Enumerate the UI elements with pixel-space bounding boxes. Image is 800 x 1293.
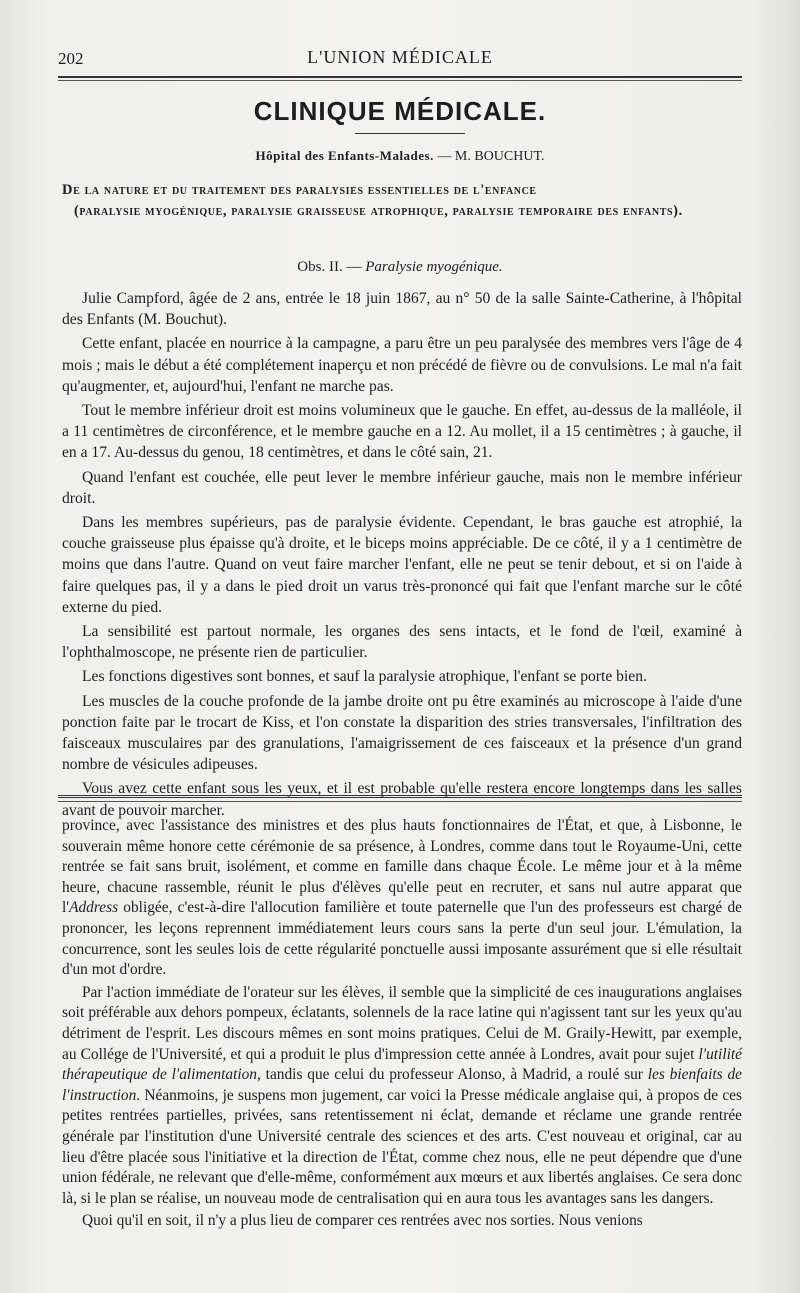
title-rule [355, 133, 465, 134]
text-run: , tandis que celui du professeur Alonso, à Madrid, a roulé sur [257, 1066, 648, 1084]
clinical-text [62, 288, 742, 824]
article-title [62, 180, 742, 222]
observation-heading [0, 259, 800, 276]
header-rule [58, 76, 742, 81]
feuilleton-separator [58, 795, 742, 802]
page-number: 202 [58, 49, 84, 68]
paragraph [62, 983, 742, 1210]
running-title: L'UNION MÉDICALE [307, 47, 493, 67]
observation-title: Paralysie myogénique. [365, 259, 503, 275]
hospital-line [0, 148, 800, 165]
text-run: obligée, c'est-à-dire l'allocution familière et toute paternelle que l'un des professeurs est chargé de prononcer, les leçons reprennent immédiatement leurs cours sans la perte d'un seul jour. L'émulation, la concurrence, sont les seules lois de cette régularité ponctuelle aussi imposante assurément que si elle résultait d'un mot d'ordre. [62, 899, 742, 979]
author: — M. BOUCHUT. [433, 149, 545, 164]
text-run: province, avec l'assistance des ministres et des plus hauts fonctionnaires de l'État, et que, à Lisbonne, le souverain même honore cette cérémonie de sa présence, à Londres, comme dans tout le Royaume-Uni, cette rentrée se fait sans bruit, isolément, et comme en famille dans chaque École. Le même jour et à la même heure, chacune rassemble, réunit le plus d'élèves qu'elle peut en recruter, et sans nul autre apparat que l' [62, 817, 742, 917]
paragraph: Cette enfant, placée en nourrice à la campagne, a paru être un peu paralysée des membres vers l'âge de 4 mois ; mais le début a été complétement inaperçu et non précédé de fièvre ou de convulsions. Le mal n'a fait qu'augmenter, et, aujourd'hui, l'enfant ne marche pas. [62, 335, 742, 395]
text-run: Par l'action immédiate de l'orateur sur les élèves, il semble que la simplicité de ces inaugurations anglaises soit préférable aux dehors pompeux, éclatants, solennels de la race latine qui n'agissent tant sur les yeux qu'au détriment de l'esprit. Les discours mêmes en sont moins pratiques. Celui de M. Graily-Hewitt, par exemple, au Collége de l'Université, et qui a produit le plus d'impression cette année à Londres, avait pour sujet [62, 983, 742, 1063]
article-title-line1: De la nature et du traitement des paralysies essentielles de l'enfance [62, 182, 537, 198]
italic-run: les bienfaits de l'instruction [62, 1066, 742, 1104]
paragraph: Quoi qu'il en soit, il n'y a plus lieu de comparer ces rentrées avec nos sorties. Nous venions [82, 1212, 643, 1230]
italic-run: Address [69, 899, 119, 917]
feuilleton-text [62, 816, 742, 1234]
italic-run: l'utilité thérapeutique de l'alimentation [62, 1045, 742, 1084]
paragraph [62, 816, 742, 981]
paragraph: Quand l'enfant est couchée, elle peut lever le membre inférieur gauche, mais non le membre inférieur droit. [62, 468, 742, 507]
paragraph: Les muscles de la couche profonde de la jambe droite ont pu être examinés au microscope à l'aide d'une ponction faite par le trocart de Kiss, et l'on constate la disparition des stries transversales, l'infiltration des faisceaux musculaires par des granulations, l'amaigrissement de ces faisceaux et la présence d'un grand nombre de vésicules adipeuses. [62, 692, 742, 774]
observation-label: Obs. II. — [297, 259, 366, 275]
section-title: CLINIQUE MÉDICALE. [253, 96, 547, 126]
hospital-name: Hôpital des Enfants-Malades. [255, 148, 434, 163]
paragraph: Tout le membre inférieur droit est moins volumineux que le gauche. En effet, au-dessus de la malléole, il a 11 centimètres de circonférence, et le membre gauche en a 12. Au mollet, il a 15 centimètres ; à gauche, il en a 17. Au-dessus du genou, 18 centimètres, et dans le côté sain, 21. [62, 402, 742, 462]
paragraph: Julie Campford, âgée de 2 ans, entrée le 18 juin 1867, au n° 50 de la salle Sainte-Catherine, à l'hôpital des Enfants (M. Bouchut). [62, 290, 742, 329]
paragraph: Les fonctions digestives sont bonnes, et sauf la paralysie atrophique, l'enfant se porte bien. [82, 668, 647, 686]
text-run: . Néanmoins, je suspens mon jugement, car voici la Presse médicale anglaise qui, à propos de ces petites rentrées partielles, privées, sans retentissement ni éclat, demande et réclame une grande rentrée générale par l'institution d'une Université centrale des sciences et des arts. C'est nouveau et original, car au lieu d'être placée sous l'initiative et la direction de l'État, comme chez nous, elle ne peut dépendre que d'une union fédérale, ne relevant que d'elle-même, conformément aux mœurs et aux libertés anglaises. Ce sera donc là, si le plan se réalise, un nouveau mode de centralisation qui en aura tous les avantages sans les dangers. [62, 1086, 742, 1207]
paragraph: Vous avez cette enfant sous les yeux, et il est probable qu'elle restera encore longtemps dans les salles avant de pouvoir marcher. [62, 780, 742, 819]
paragraph: Dans les membres supérieurs, pas de paralysie évidente. Cependant, le bras gauche est atrophié, la couche graisseuse plus épaisse qu'à droite, et le biceps moins appréciable. De ce côté, il y a 1 centimètre de moins que dans l'autre. Quand on veut faire marcher l'enfant, elle ne peut se tenir debout, et si on l'aide à faire quelques pas, il y a dans le pied droit un varus très-prononcé qui fait que l'enfant marche sur le côté externe du pied. [62, 514, 742, 616]
paragraph: La sensibilité est partout normale, les organes des sens intacts, et le fond de l'œil, examiné à l'ophthalmoscope, ne présente rien de particulier. [62, 623, 742, 662]
article-title-line2: (paralysie myogénique, paralysie graisseuse atrophique, paralysie temporaire des enfants). [74, 203, 683, 219]
